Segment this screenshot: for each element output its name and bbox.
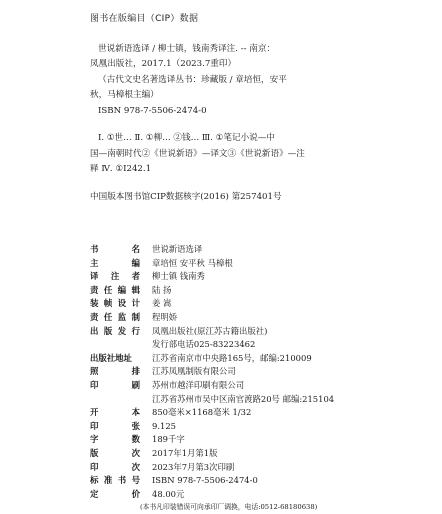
colophon-label-char: 装 (90, 298, 99, 309)
colophon-value (140, 474, 435, 488)
colophon-label-char: 书 (90, 244, 99, 254)
colophon-row (90, 243, 435, 257)
colophon-label-char: 名 (131, 244, 140, 254)
colophon-value-line: ISBN 978-7-5506-2474-0 (152, 475, 258, 486)
colophon-label (90, 406, 140, 420)
colophon-label (90, 270, 140, 284)
colophon-value-line: 姜 嵩 (152, 298, 172, 309)
printing-error-note: (本书凡印装错误可向承印厂调换，电话:0512-68180638) (140, 503, 318, 512)
colophon-label-char: 监 (117, 311, 127, 322)
colophon-label-char: 出 (90, 325, 99, 336)
cip-line: 中国版本图书馆CIP数据核字(2016) 第257401号 (90, 191, 282, 202)
cip-line: 凤凰出版社，2017.1（2023.7重印） (90, 59, 237, 69)
colophon-label (90, 365, 140, 379)
colophon-value (140, 461, 435, 475)
colophon-value (140, 352, 435, 366)
cip-line: 国—南朝时代②《世说新语》—译文③《世说新语》—注 (90, 148, 305, 159)
colophon-value-line: 9.125 (152, 420, 176, 431)
colophon-value-line: 2017年1月第1版 (152, 447, 218, 458)
colophon-row (90, 447, 435, 461)
colophon-label-char: 者 (131, 271, 140, 282)
colophon-label-char: 编 (117, 284, 127, 295)
colophon-row (90, 352, 435, 366)
colophon-label-char: 计 (131, 298, 140, 309)
cip-bibliographic-entry (90, 42, 430, 120)
colophon-label-char: 定 (90, 488, 99, 499)
colophon-value-line: 凤凰出版社(原江苏古籍出版社) (152, 325, 268, 336)
colophon-value (140, 270, 435, 284)
colophon-value (140, 365, 435, 379)
colophon-label-char: 本 (131, 407, 140, 418)
cip-record-number (90, 190, 430, 206)
colophon-label-char: 次 (131, 461, 140, 472)
colophon-label-char: 出版社地址 (90, 352, 132, 363)
colophon-label-char: 开 (90, 407, 99, 418)
colophon-label-char: 任 (103, 284, 113, 295)
colophon-value (140, 284, 435, 298)
colophon-value (140, 311, 435, 325)
colophon-label-char: 标 (90, 475, 99, 486)
colophon-label-char: 印 (90, 379, 99, 390)
cip-line: （古代文史名著选译丛书：珍藏版 / 章培恒，安平 (98, 74, 287, 85)
colophon-value-line: 章培恒 安平秋 马樟根 (152, 257, 233, 268)
colophon-label-char: 准 (103, 475, 113, 486)
colophon-label (90, 488, 140, 502)
colophon-value-line: 程明娇 (152, 311, 178, 322)
colophon-label-char: 数 (131, 434, 140, 445)
cip-block (90, 12, 430, 217)
colophon-label-char: 字 (90, 434, 99, 445)
colophon-label (90, 352, 140, 366)
colophon-label-char: 译 (90, 271, 99, 282)
colophon-label-char: 主 (90, 257, 99, 268)
cip-subject-entry (90, 131, 430, 178)
colophon-value-line: 2023年7月第3次印刷 (152, 461, 235, 472)
colophon-row (90, 284, 435, 298)
colophon-label-char: 设 (117, 298, 127, 309)
colophon-value-line: 江苏省苏州市吴中区南官渡路20号 邮编:215104 (152, 393, 335, 404)
colophon-value (140, 420, 435, 434)
colophon-value-line: 世说新语选译 (152, 244, 203, 254)
colophon (90, 243, 435, 514)
colophon-label (90, 284, 140, 298)
colophon-value (140, 297, 435, 311)
colophon-label (90, 447, 140, 461)
colophon-row (90, 325, 435, 352)
colophon-label (90, 325, 140, 339)
colophon-value (140, 406, 435, 420)
colophon-label-char: 版 (103, 325, 113, 336)
cip-line: 世说新语选译 / 柳士镇，钱南秀译注. -- 南京： (98, 43, 276, 54)
colophon-label-char: 照 (90, 366, 99, 377)
colophon-label (90, 433, 140, 447)
cip-line: Ⅰ. ①世… Ⅱ. ①柳… ②钱… Ⅲ. ①笔记小说—中 (98, 133, 275, 143)
colophon-value (140, 488, 435, 502)
colophon-label-char: 责 (90, 284, 99, 295)
colophon-value-line: 江苏凤凰制版有限公司 (152, 366, 236, 377)
colophon-row (90, 257, 435, 271)
colophon-row (90, 406, 435, 420)
colophon-label-char: 价 (131, 488, 140, 499)
cip-heading: 图书在版编目（CIP）数据 (90, 14, 199, 24)
colophon-label-char: 版 (90, 447, 99, 458)
colophon-label-char: 帧 (103, 298, 113, 309)
colophon-label-char: 编 (131, 257, 140, 268)
colophon-label-char: 次 (131, 447, 140, 458)
colophon-label (90, 379, 140, 393)
colophon-label (90, 297, 140, 311)
colophon-label (90, 420, 140, 434)
colophon-label-char: 书 (117, 475, 127, 486)
colophon-label-char: 排 (131, 366, 140, 377)
colophon-value-line: 189千字 (152, 434, 185, 445)
colophon-label (90, 461, 140, 475)
colophon-row (90, 311, 435, 325)
colophon-value (140, 243, 435, 257)
colophon-label-char: 刷 (131, 379, 140, 390)
colophon-value (140, 447, 435, 461)
colophon-row (90, 365, 435, 379)
colophon-row (90, 461, 435, 475)
colophon-value (140, 325, 435, 352)
colophon-row (90, 379, 435, 406)
colophon-row (90, 297, 435, 311)
colophon-label-char: 责 (90, 311, 99, 322)
colophon-row (90, 420, 435, 434)
colophon-row (90, 488, 435, 502)
colophon-row (90, 433, 435, 447)
colophon-label (90, 474, 140, 488)
cip-line: ISBN 978-7-5506-2474-0 (98, 105, 207, 116)
colophon-value-line: 江苏省南京市中央路165号，邮编:210009 (152, 352, 312, 363)
colophon-label-char: 行 (131, 325, 140, 336)
colophon-label-char: 号 (131, 475, 140, 486)
colophon-value (140, 433, 435, 447)
colophon-label-char: 任 (103, 311, 113, 322)
cip-line: 释 Ⅳ. ①I242.1 (90, 164, 152, 174)
colophon-label-char: 张 (131, 420, 140, 431)
colophon-value-line: 柳士镇 钱南秀 (152, 271, 205, 282)
colophon-label (90, 311, 140, 325)
colophon-label-char: 辑 (131, 284, 140, 295)
colophon-row (90, 270, 435, 284)
colophon-value-line: 苏州市越洋印刷有限公司 (152, 379, 245, 390)
colophon-label-char: 发 (117, 325, 127, 336)
colophon-label-char: 注 (110, 271, 120, 282)
colophon-value (140, 379, 435, 406)
colophon-row (90, 474, 435, 488)
colophon-value (140, 257, 435, 271)
colophon-label (90, 243, 140, 257)
colophon-value-line: 850毫米×1168毫米 1/32 (152, 407, 252, 418)
colophon-value-line: 发行部电话025-83223462 (152, 339, 256, 350)
cip-line: 秋，马樟根主编） (90, 90, 159, 100)
colophon-value-line: 陆 扬 (152, 284, 172, 295)
colophon-label-char: 印 (90, 461, 99, 472)
colophon-label-char: 制 (131, 311, 140, 322)
colophon-label (90, 257, 140, 271)
colophon-value-line: 48.00元 (152, 488, 185, 499)
colophon-label-char: 印 (90, 420, 99, 431)
